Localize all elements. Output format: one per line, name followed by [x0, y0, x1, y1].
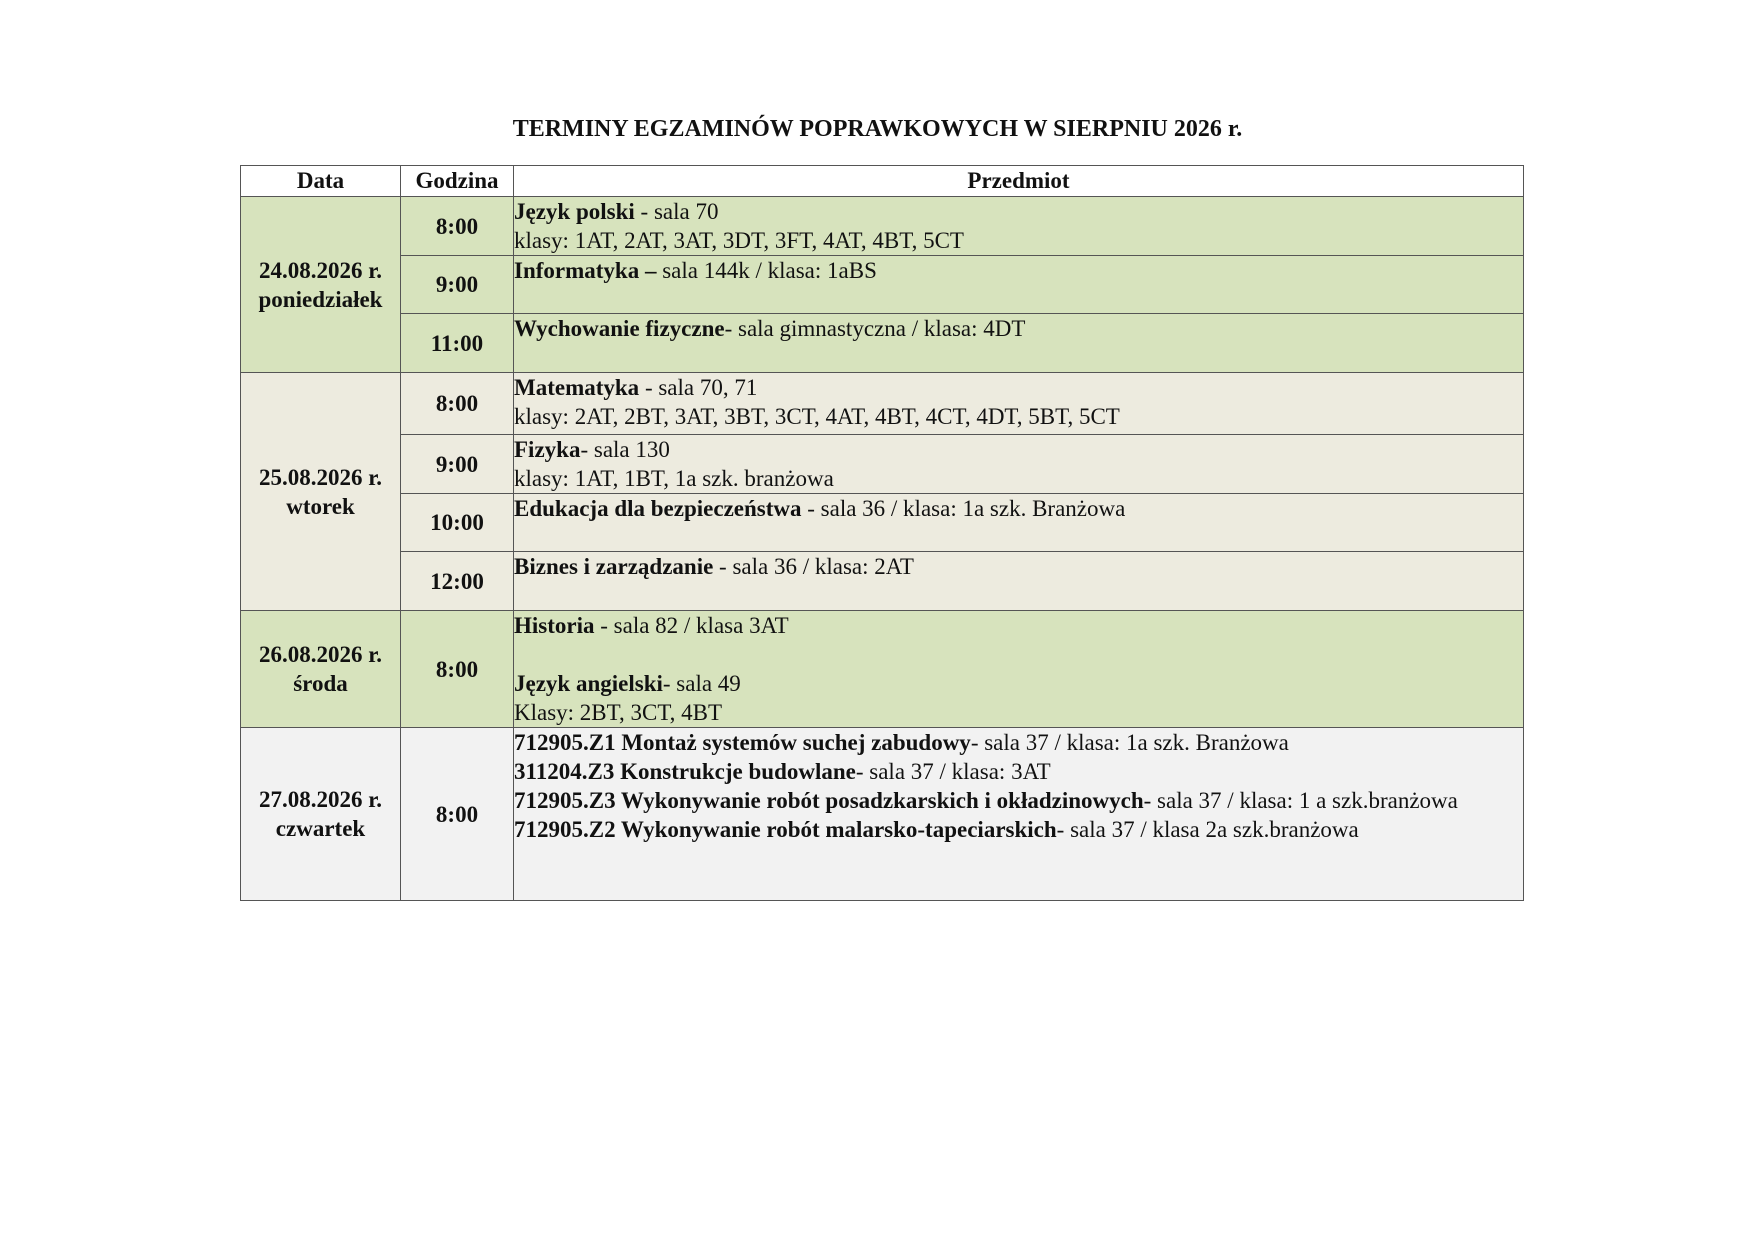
subject-name: 712905.Z3 Wykonywanie robót posadzkarskich i okładzinowych [514, 788, 1144, 813]
page-title: TERMINY EGZAMINÓW POPRAWKOWYCH W SIERPNIU 2026 r. [512, 116, 1243, 142]
date-text: 27.08.2026 r. [258, 787, 383, 812]
subject-details: - sala 70, 71 [639, 375, 758, 400]
table-row [241, 728, 1524, 901]
time-cell: 8:00 [401, 197, 514, 256]
table-row [241, 611, 1524, 728]
header-date: Data [241, 166, 401, 197]
date-text: 24.08.2026 r. [258, 257, 383, 283]
subject-line [514, 314, 1523, 343]
classes-line: klasy: 2AT, 2BT, 3AT, 3BT, 3CT, 4AT, 4BT, 4CT, 4DT, 5BT, 5CT [514, 404, 1120, 429]
subject-name: Informatyka – [514, 258, 657, 283]
date-text: 26.08.2026 r. [258, 642, 383, 667]
time-cell: 8:00 [401, 611, 514, 728]
subject-cell [514, 611, 1524, 728]
table-row [241, 314, 1524, 373]
subject-cell [514, 552, 1524, 611]
table-row [241, 494, 1524, 552]
subject-details: - sala 36 / klasa: 2AT [713, 554, 914, 579]
subject-cell [514, 256, 1524, 314]
header-subject: Przedmiot [514, 166, 1524, 197]
date-cell [241, 197, 401, 373]
subject-line [514, 256, 1523, 285]
subject-line [514, 757, 1523, 786]
subject-name: Historia [514, 613, 595, 638]
subject-name: 712905.Z2 Wykonywanie robót malarsko-tapeciarskich [514, 817, 1057, 842]
time-cell: 8:00 [401, 728, 514, 901]
subject-cell [514, 728, 1524, 901]
subject-details: sala 144k / klasa: 1aBS [656, 258, 877, 283]
subject-line [514, 611, 1523, 640]
subject-line [514, 552, 1523, 581]
subject-name: 311204.Z3 Konstrukcje budowlane [514, 759, 856, 784]
subject-details: - sala 37 / klasa: 1 a szk.branżowa [1143, 788, 1458, 813]
classes-line: klasy: 1AT, 2AT, 3AT, 3DT, 3FT, 4AT, 4BT, 5CT [514, 228, 964, 253]
subject-name: Wychowanie fizyczne [514, 316, 725, 341]
subject-line [514, 494, 1523, 523]
subject-details: - sala 130 [580, 437, 670, 462]
time-cell: 10:00 [401, 494, 514, 552]
subject-details: - sala 82 / klasa 3AT [594, 613, 789, 638]
header-time: Godzina [401, 166, 514, 197]
subject-name: Biznes i zarządzanie [514, 554, 714, 579]
subject-details: - sala 70 [634, 199, 719, 224]
subject-line [514, 435, 1523, 464]
subject-line [514, 728, 1523, 757]
classes-line: Klasy: 2BT, 3CT, 4BT [514, 700, 723, 725]
date-cell [241, 611, 401, 728]
date-cell [241, 373, 401, 611]
subject-line [514, 669, 1523, 698]
classes-line: klasy: 1AT, 1BT, 1a szk. branżowa [514, 466, 834, 491]
table-row [241, 256, 1524, 314]
subject-cell [514, 435, 1524, 494]
date-cell [241, 728, 401, 901]
subject-line [514, 373, 1523, 402]
subject-line [514, 815, 1523, 844]
subject-name: Fizyka [514, 437, 581, 462]
weekday-text: środa [293, 671, 348, 696]
weekday-text: poniedziałek [258, 286, 383, 312]
subject-line [514, 197, 1523, 226]
table-row [241, 552, 1524, 611]
time-cell: 8:00 [401, 373, 514, 435]
weekday-text: wtorek [286, 493, 355, 519]
subject-name: Język angielski [514, 671, 663, 696]
subject-cell [514, 373, 1524, 435]
subject-details: - sala 49 [662, 671, 741, 696]
subject-cell [514, 314, 1524, 373]
subject-details: - sala 36 / klasa: 1a szk. Branżowa [801, 496, 1126, 521]
date-text: 25.08.2026 r. [258, 464, 383, 490]
subject-name: Język polski [514, 199, 635, 224]
subject-details: - sala 37 / klasa: 3AT [855, 759, 1051, 784]
subject-details: - sala gimnastyczna / klasa: 4DT [724, 316, 1026, 341]
subject-name: 712905.Z1 Montaż systemów suchej zabudowy [514, 730, 971, 755]
table-header-row [241, 166, 1524, 197]
time-cell: 9:00 [401, 256, 514, 314]
subject-cell [514, 197, 1524, 256]
subject-details: - sala 37 / klasa 2a szk.branżowa [1056, 817, 1359, 842]
table-row [241, 435, 1524, 494]
exam-schedule-table [240, 165, 1524, 901]
blank-line [514, 640, 1523, 669]
subject-name: Matematyka [514, 375, 640, 400]
time-cell: 12:00 [401, 552, 514, 611]
weekday-text: czwartek [275, 816, 366, 841]
subject-name: Edukacja dla bezpieczeństwa [514, 496, 802, 521]
time-cell: 11:00 [401, 314, 514, 373]
table-row [241, 373, 1524, 435]
time-cell: 9:00 [401, 435, 514, 494]
subject-line [514, 786, 1523, 815]
subject-details: - sala 37 / klasa: 1a szk. Branżowa [970, 730, 1289, 755]
table-row [241, 197, 1524, 256]
subject-cell [514, 494, 1524, 552]
